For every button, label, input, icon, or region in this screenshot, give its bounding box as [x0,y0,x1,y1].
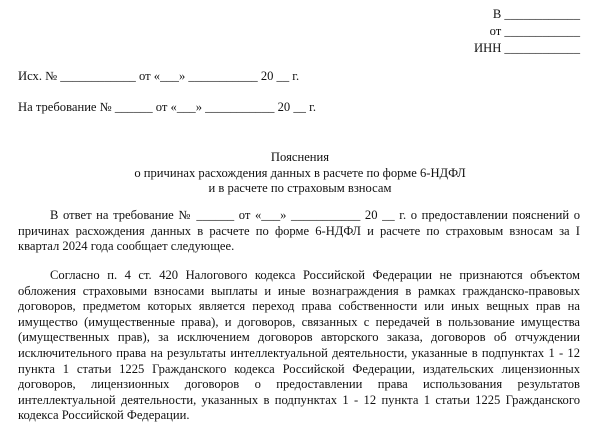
heading-line-3: и в расчете по страховым взносам [208,181,392,196]
addressee-from: от ____________ [489,24,580,38]
heading-title: Пояснения [270,150,330,164]
addressee-to: В ____________ [492,7,580,21]
paragraph-response: В ответ на требование № ______ от «___» ___________ 20 __ г. о предоставлении пояснений о причинах расхождения данных в расчете по форме 6-НДФЛ и расчете по страховым взносам за I квартал 2024 года сообщает следующее. [18,208,580,254]
addressee-inn: ИНН ____________ [474,41,580,55]
request-reference-line: На требование № ______ от «___» ___________ 20 __ г. [18,100,316,114]
heading-line-2: о причинах расхождения данных в расчете по форме 6-НДФЛ [134,165,466,180]
document-heading [0,150,600,197]
paragraph-tax-code: Согласно п. 4 ст. 420 Налогового кодекса Российской Федерации не признаются объектом обложения страховыми взносами выплаты и иные вознаграждения в рамках гражданско-правовых договоров, предметом которых является переход права собственности или иных вещных прав на имущество (имущественные права), и договоров, связанных с передачей в пользование имущества (имущественных прав), за исключением договоров авторского заказа, договоров об отчуждении исключительного права на результаты интеллектуальной деятельности, указанные в подпунктах 1 - 12 пункта 1 статьи 1225 Гражданского кодекса Российской Федерации, издательских лицензионных договоров, лицензионных договоров о предоставлении права использования результатов интеллектуальной деятельности, указанных в подпунктах 1 - 12 пункта 1 статьи 1225 Гражданского кодекса Российской Федерации. [18,268,580,423]
addressee-block [410,6,580,57]
outgoing-number-line: Исх. № ____________ от «___» ___________ 20 __ г. [18,69,300,83]
